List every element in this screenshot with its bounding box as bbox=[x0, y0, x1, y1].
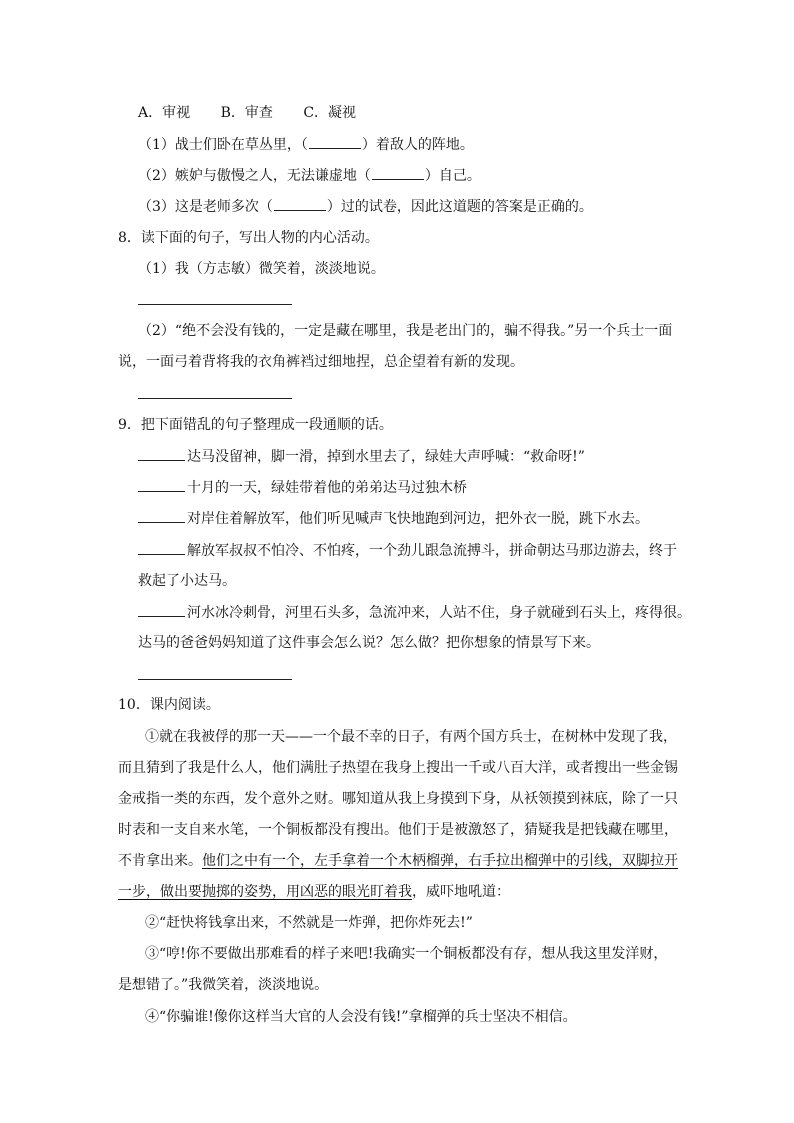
q9-sentence: 达马没留神，脚一滑，掉到水里去了，绿娃大声呼喊：“救命呀!” bbox=[138, 446, 585, 466]
q7-item-1: （1）战士们卧在草丛里，（ ）着敌人的阵地。 bbox=[138, 134, 474, 154]
q10-para-2: ②“赶快将钱拿出来，不然就是一炸弹，把你炸死去!” bbox=[145, 915, 473, 931]
q9-sentence: 十月的一天，绿娃带着他的弟弟达马过独木桥 bbox=[138, 477, 467, 497]
q10-para-1-line-5: 不肯拿出来。他们之中有一个，左手拿着一个木柄榴弹，右手拉出榴弹中的引线，双脚拉开 bbox=[118, 853, 678, 869]
answer-blank[interactable] bbox=[309, 134, 361, 149]
answer-blank[interactable] bbox=[372, 165, 424, 180]
underlined-sentence: 他们之中有一个，左手拿着一个木柄榴弹，右手拉出榴弹中的引线，双脚拉开 bbox=[202, 853, 678, 869]
underlined-sentence: 一步，做出要抛掷的姿势，用凶恶的眼光盯着我 bbox=[118, 884, 412, 900]
q9-sentence-continued: 救起了小达马。 bbox=[138, 573, 236, 589]
q10-para-1-line-4: 时表和一支自来水笔，一个铜板都没有搜出。他们于是被激怒了，猜疑我是把钱藏在哪里， bbox=[118, 822, 678, 838]
q8-item-1: （1）我（方志敏）微笑着，淡淡地说。 bbox=[138, 261, 385, 277]
answer-line[interactable] bbox=[138, 398, 292, 399]
q9-sentence: 对岸住着解放军，他们听见喊声飞快地跑到河边，把外衣一脱，跳下水去。 bbox=[138, 508, 649, 528]
q7-item-2: （2）嫉妒与傲慢之人，无法谦虚地（ ）自己。 bbox=[138, 165, 481, 185]
q10-para-3-line-1: ③“哼!你不要做出那难看的样子来吧!我确实一个铜板都没有存，想从我这里发洋财， bbox=[145, 946, 668, 962]
q8-item-2-line-2: 说，一面弓着背将我的衣角裤裆过细地捏，总企望着有新的发现。 bbox=[118, 354, 524, 370]
q9-prompt: 达马的爸爸妈妈知道了这件事会怎么说？怎么做？把你想象的情景写下来。 bbox=[138, 635, 600, 651]
q10-title: 10．课内阅读。 bbox=[118, 697, 220, 713]
order-blank[interactable] bbox=[138, 446, 185, 461]
order-blank[interactable] bbox=[138, 477, 185, 492]
q10-para-1-line-6: 一步，做出要抛掷的姿势，用凶恶的眼光盯着我，威吓地吼道： bbox=[118, 884, 510, 900]
q10-para-4: ④“你骗谁!像你这样当大官的人会没有钱!”拿榴弹的兵士坚决不相信。 bbox=[145, 1009, 577, 1025]
option-b: B．审查 bbox=[220, 105, 273, 121]
option-a: A．审视 bbox=[138, 105, 191, 121]
answer-line[interactable] bbox=[138, 304, 292, 305]
answer-line[interactable] bbox=[138, 679, 292, 680]
order-blank[interactable] bbox=[138, 540, 185, 555]
q9-sentence: 解放军叔叔不怕冷、不怕疼，一个劲儿跟急流搏斗，拼命朝达马那边游去，终于 bbox=[138, 540, 677, 560]
q8-item-2-line-1: （2）“绝不会没有钱的，一定是藏在哪里，我是老出门的，骗不得我。”另一个兵士一面 bbox=[138, 323, 673, 339]
order-blank[interactable] bbox=[138, 508, 185, 523]
option-c: C．凝视 bbox=[303, 105, 357, 121]
q10-para-1-line-2: 而且猜到了我是什么人，他们满肚子热望在我身上搜出一千或八百大洋，或者搜出一些金锡 bbox=[118, 760, 678, 776]
q10-para-3-line-2: 是想错了。”我微笑着，淡淡地说。 bbox=[118, 977, 329, 993]
q10-para-1-line-1: ①就在我被俘的那一天——一个最不幸的日子，有两个国方兵士，在树林中发现了我， bbox=[145, 729, 677, 745]
q8-title: 8．读下面的句子，写出人物的内心活动。 bbox=[118, 230, 379, 246]
q9-sentence: 河水冰冷刺骨，河里石头多，急流冲来，人站不住，身子就碰到石头上，疼得很。 bbox=[138, 602, 691, 622]
answer-blank[interactable] bbox=[274, 196, 326, 211]
q10-para-1-line-3: 金戒指一类的东西，发个意外之财。哪知道从我上身摸到下身，从袄领摸到袜底，除了一只 bbox=[118, 791, 678, 807]
q9-title: 9．把下面错乱的句子整理成一段通顺的话。 bbox=[118, 417, 393, 433]
q7-item-3: （3）这是老师多次（ ）过的试卷，因此这道题的答案是正确的。 bbox=[138, 196, 593, 216]
order-blank[interactable] bbox=[138, 602, 185, 617]
q7-options bbox=[138, 103, 382, 123]
